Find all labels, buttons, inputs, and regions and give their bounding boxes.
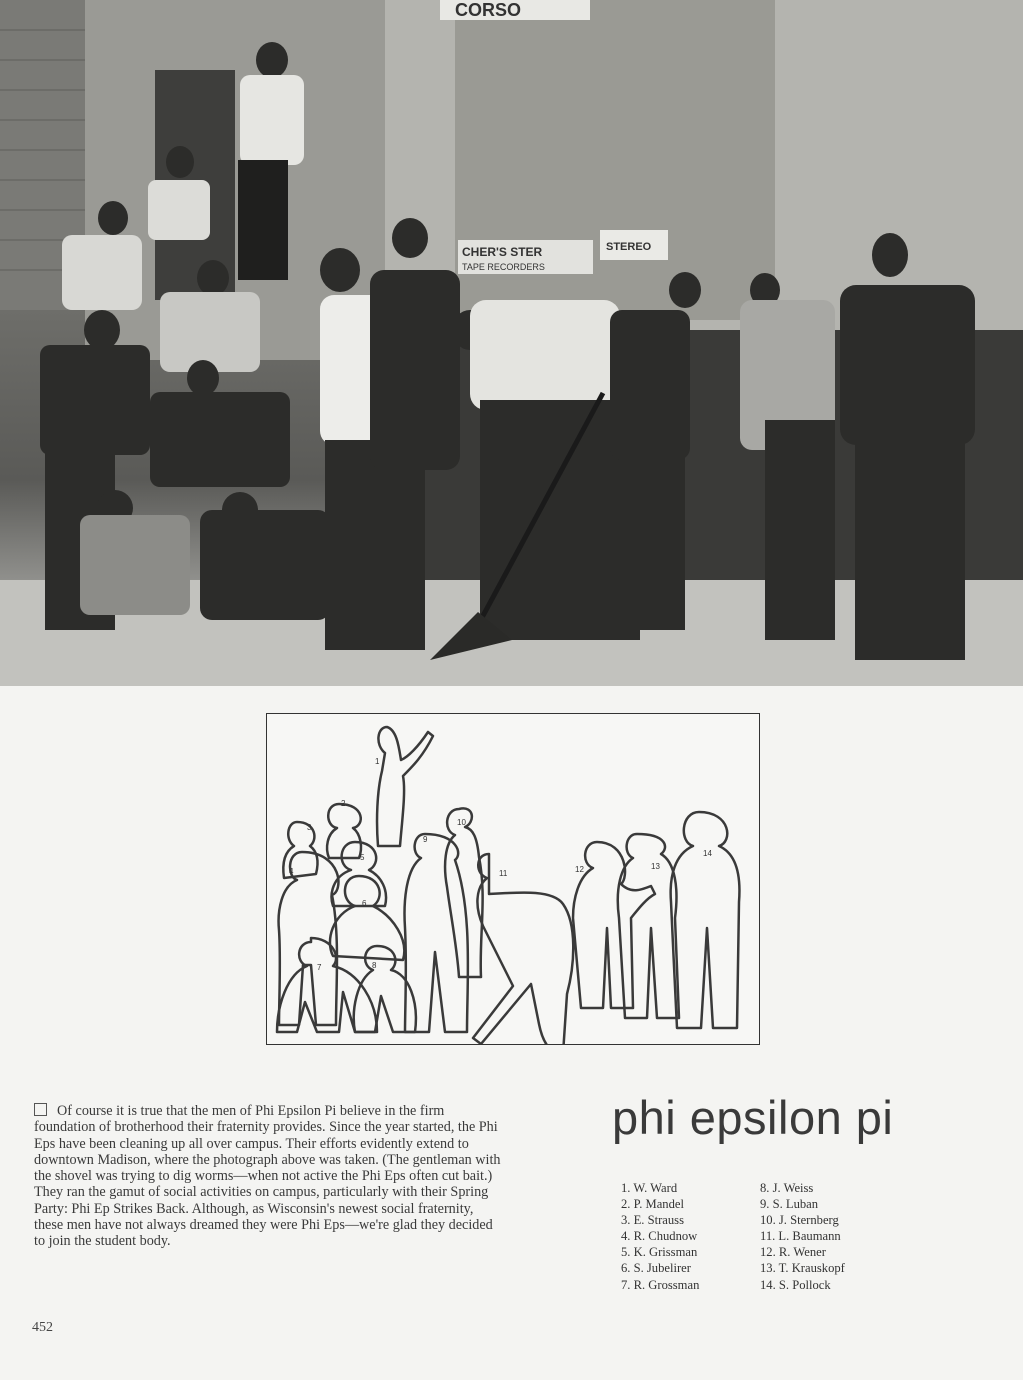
key-label-8: 8	[372, 961, 377, 970]
window-sign: CHER'S STER	[462, 245, 543, 259]
names-list-column-2	[760, 1180, 845, 1293]
list-item: 11. L. Baumann	[760, 1229, 841, 1244]
caption-text: Of course it is true that the men of Phi Epsilon Pi believe in the firm foundation of brotherhood their fraternity provides. Since the year started, the Phi Eps have been cleaning up all over campus. Their efforts evidently extend to downtown Madison, where the photograph above was taken. (The gentleman with the shovel was trying to dig worms—when not active the Phi Eps often cut bait.) They ran the gamut of social activities on campus, particularly with their Spring Party: Phi Ep Strikes Back. Although, as Wisconsin's newest social fraternity, these men have not always dreamed they were Phi Eps—we're glad they decided to join the student body.	[34, 1103, 501, 1250]
key-label-4: 4	[289, 867, 294, 876]
key-label-2: 2	[341, 799, 346, 808]
key-label-5: 5	[360, 853, 365, 862]
list-item: 4. R. Chudnow	[621, 1229, 698, 1244]
key-label-10: 10	[457, 818, 466, 827]
list-item: 3. E. Strauss	[621, 1213, 684, 1228]
page-title: phi epsilon pi	[612, 1091, 894, 1144]
list-item: 10. J. Sternberg	[760, 1213, 839, 1228]
names-list-column-1	[621, 1180, 699, 1293]
list-item: 8. J. Weiss	[760, 1181, 814, 1195]
list-item: 13. T. Krauskopf	[760, 1261, 845, 1276]
bullet-box-icon	[34, 1103, 47, 1116]
key-label-12: 12	[575, 865, 584, 874]
list-item: 9. S. Luban	[760, 1197, 819, 1212]
list-item: 14. S. Pollock	[760, 1277, 831, 1292]
list-item: 1. W. Ward	[621, 1181, 678, 1195]
key-label-14: 14	[703, 849, 712, 858]
list-item: 2. P. Mandel	[621, 1197, 684, 1212]
list-item: 5. K. Grissman	[621, 1245, 698, 1260]
list-item: 7. R. Grossman	[621, 1277, 700, 1292]
page-number: 452	[32, 1320, 53, 1335]
key-label-1: 1	[375, 757, 380, 766]
list-item: 12. R. Wener	[760, 1245, 826, 1260]
key-label-9: 9	[423, 835, 428, 844]
key-label-7: 7	[317, 963, 322, 972]
window-sign-2: TAPE RECORDERS	[462, 262, 545, 272]
stereo-sign: STEREO	[606, 241, 652, 253]
key-label-3: 3	[307, 823, 312, 832]
shop-sign: CORSO	[455, 0, 522, 20]
group-photograph	[0, 0, 1023, 686]
key-label-11: 11	[499, 869, 508, 878]
key-label-13: 13	[651, 862, 660, 871]
caption-paragraph	[34, 1103, 504, 1250]
list-item: 6. S. Jubelirer	[621, 1261, 691, 1276]
identification-key-diagram	[266, 713, 760, 1045]
key-label-6: 6	[362, 899, 367, 908]
